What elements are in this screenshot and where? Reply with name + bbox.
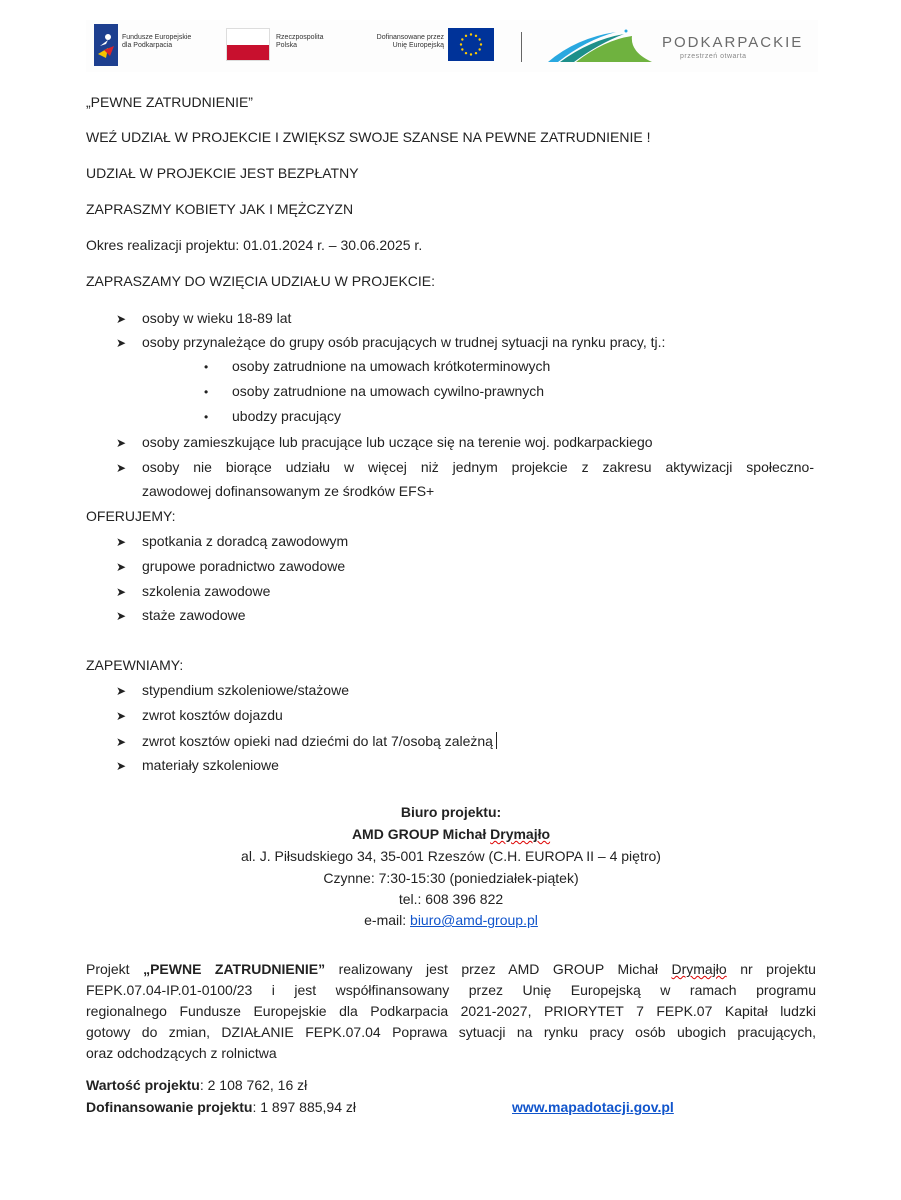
list-item-text: osoby przynależące do grupy osób pracujących w trudnej sytuacji na rynku pracy, tj.: [142,334,666,350]
list-item [116,459,142,475]
desc-surname: Drymajło [671,961,727,977]
description-line [86,959,816,980]
sub-list-item [204,358,550,374]
dot-bullet-icon: • [204,360,209,374]
pl-logo-text [276,34,323,50]
text-cursor [496,732,497,749]
sub-list-item [204,383,544,399]
eu-star-icon [460,43,462,45]
eu-star-icon [470,33,472,35]
list-item-text: grupowe poradnictwo zawodowe [142,558,346,574]
sub-list-item [204,408,341,424]
header-logos [86,20,818,72]
cofinancing-label: Dofinansowanie projektu [86,1099,253,1115]
arrow-bullet-icon: ➤ [116,735,127,749]
list-item [116,707,283,723]
email-label: e-mail: [364,912,411,928]
project-value [86,1077,307,1093]
fundusze-europejskie-logo-icon [94,24,118,66]
arrow-bullet-icon: ➤ [116,709,127,723]
project-value-label: Wartość projektu [86,1077,200,1093]
list-item-text: osoby nie biorące udziału w więcej niż jednym projekcie z zakresu aktywizacji społeczno- [142,459,814,475]
company-name: AMD GROUP Michał [351,826,491,842]
arrow-bullet-icon: ➤ [116,609,127,623]
company-surname: Drymajło [490,826,551,842]
list-item [116,583,270,599]
participation-heading: ZAPRASZAMY DO WZIĘCIA UDZIAŁU W PROJEKCIE: [86,273,436,289]
list-item-text: staże zawodowe [142,607,246,623]
list-item-text: osoby w wieku 18-89 lat [142,310,292,326]
list-item-text-cont: zawodowej dofinansowanym ze środków EFS+ [142,483,435,499]
eu-star-icon [470,53,472,55]
invitation: ZAPRASZMY KOBIETY JAK I MĘŻCZYZN [86,201,354,217]
list-item [116,732,497,749]
desc-project-name: „PEWNE ZATRUDNIENIE” [143,961,326,977]
list-item [116,533,348,549]
project-period: Okres realizacji projektu: 01.01.2024 r. – 30.06.2025 r. [86,237,423,253]
arrow-bullet-icon: ➤ [116,560,127,574]
fe-logo-text [122,34,191,50]
eu-star-icon [478,48,480,50]
eu-line1: Dofinansowane przez [376,34,444,41]
office-heading: Biuro projektu: [400,804,502,820]
list-item [116,757,279,773]
list-item-text: spotkania z doradcą zawodowym [142,533,349,549]
eu-star-icon [480,43,482,45]
arrow-bullet-icon: ➤ [116,759,127,773]
list-item [116,682,349,698]
podkarpackie-title: PODKARPACKIE [662,34,804,51]
cofinancing-amount: : 1 897 885,94 zł [252,1099,356,1115]
eu-line2: Unię Europejską [392,42,444,49]
project-value-amount: : 2 108 762, 16 zł [199,1077,308,1093]
eu-star-icon [461,48,463,50]
sub-list-item-text: ubodzy pracujący [232,408,341,424]
arrow-bullet-icon: ➤ [116,336,127,350]
headline: WEŹ UDZIAŁ W PROJEKCIE I ZWIĘKSZ SWOJE SZANSE NA PEWNE ZATRUDNIENIE ! [86,129,651,145]
list-item-text: zwrot kosztów opieki nad dziećmi do lat 7/osobą zależną [142,733,493,749]
list-item [116,558,345,574]
arrow-bullet-icon: ➤ [116,535,127,549]
email-link[interactable]: biuro@amd-group.pl [410,912,538,928]
office-hours: Czynne: 7:30-15:30 (poniedziałek-piątek) [323,870,579,886]
eu-star-icon [465,35,467,37]
podkarpackie-subtitle: przestrzeń otwarta [680,53,747,60]
description-line: gotowy do zmian, DZIAŁANIE FEPK.07.04 Poprawa sytuacji na rynku pracy osób ubogich pracujących, [86,1024,816,1040]
desc-text: realizowany jest przez AMD GROUP Michał [325,961,672,977]
list-item [116,434,653,450]
eu-star-icon [465,52,467,54]
fe-line1: Fundusze Europejskie [122,34,192,41]
description-line: oraz odchodzących z rolnictwa [86,1045,277,1061]
project-cofinancing [86,1099,356,1115]
office-email [86,912,816,928]
free-participation: UDZIAŁ W PROJEKCIE JEST BEZPŁATNY [86,165,359,181]
pl-line1: Rzeczpospolita [276,34,324,41]
list-item [116,310,291,326]
eu-star-icon [461,38,463,40]
list-item-text: zwrot kosztów dojazdu [142,707,283,723]
office-address: al. J. Piłsudskiego 34, 35-001 Rzeszów (C.H. EUROPA II – 4 piętro) [241,848,661,864]
podkarpackie-logo-icon [546,28,656,64]
description-line: regionalnego Fundusze Europejskie dla Podkarpacia 2021-2027, PRIORYTET 7 FEPK.07 Kapitał ludzki [86,1003,816,1019]
arrow-bullet-icon: ➤ [116,585,127,599]
list-item-text: stypendium szkoleniowe/stażowe [142,682,349,698]
office-phone: tel.: 608 396 822 [398,891,504,907]
logo-separator [521,32,522,62]
provide-heading: ZAPEWNIAMY: [86,657,184,673]
eu-star-icon [478,38,480,40]
eu-star-icon [475,35,477,37]
arrow-bullet-icon: ➤ [116,461,127,475]
arrow-bullet-icon: ➤ [116,312,127,326]
fe-line2: dla Podkarpacia [122,42,173,49]
office-company [86,826,816,842]
desc-text: nr projektu [726,961,816,977]
description-line: FEPK.07.04-IP.01-0100/23 i jest współfinansowany przez Unię Europejską w ramach programu [86,982,816,998]
sub-list-item-text: osoby zatrudnione na umowach krótkoterminowych [232,358,551,374]
polish-flag-icon [226,28,270,61]
list-item [116,607,246,623]
arrow-bullet-icon: ➤ [116,436,127,450]
eu-logo-text [348,34,444,50]
arrow-bullet-icon: ➤ [116,684,127,698]
list-item [116,334,665,350]
project-title: „PEWNE ZATRUDNIENIE” [86,94,253,110]
dot-bullet-icon: • [204,385,209,399]
eu-star-icon [475,52,477,54]
project-description [86,959,816,1064]
sub-list-item-text: osoby zatrudnione na umowach cywilno-prawnych [232,383,545,399]
list-item-text: szkolenia zawodowe [142,583,271,599]
pl-line2: Polska [276,42,298,49]
list-item-text: osoby zamieszkujące lub pracujące lub uczące się na terenie woj. podkarpackiego [142,434,653,450]
desc-text: Projekt [86,961,144,977]
list-item-text: materiały szkoleniowe [142,757,279,773]
website-link[interactable]: www.mapadotacji.gov.pl [512,1099,674,1115]
dot-bullet-icon: • [204,410,209,424]
offer-heading: OFERUJEMY: [86,508,176,524]
eu-flag-icon [448,28,494,61]
